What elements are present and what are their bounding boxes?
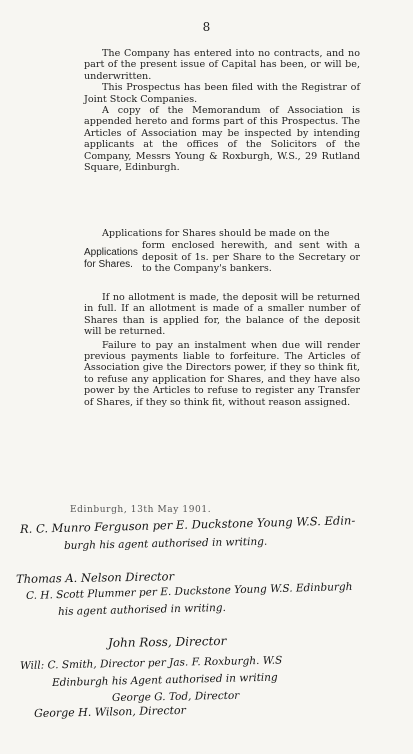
prospectus-body	[84, 48, 360, 173]
paragraph-contracts: The Company has entered into no contracts, and no part of the present issue of Capital has been, or will be, underwritten.	[84, 48, 360, 82]
signature-munro-ferguson-cont: burgh his agent authorised in writing.	[63, 535, 268, 552]
side-heading: Applications for Shares.	[84, 247, 138, 270]
paragraph-memorandum: A copy of the Memorandum of Association is appended hereto and forms part of this Prospectus. The Articles of Association may be inspected by intending applicants at the offices of the Solicitors of the Company, Messrs Young & Roxburgh, W.S., 29 Rutland Square, Edinburgh.	[84, 105, 360, 174]
signature-smith: Will: C. Smith, Director per Jas. F. Roxburgh. W.S	[19, 654, 283, 672]
applications-text: form enclosed herewith, and sent with a deposit of 1s. per Share to the Secretary or to the Company's bankers.	[142, 240, 360, 275]
signature-munro-ferguson: R. C. Munro Ferguson per E. Duckstone Young W.S. Edin-	[19, 513, 356, 536]
paragraph-registrar: This Prospectus has been filed with the Registrar of Joint Stock Companies.	[84, 82, 360, 105]
signature-scott-plummer: C. H. Scott Plummer per E. Duckstone Young W.S. Edinburgh	[25, 580, 353, 602]
signature-tod: George G. Tod, Director	[111, 689, 240, 704]
paragraph-allotment: If no allotment is made, the deposit will be returned in full. If an allotment is made of a smaller number of Shares than is applied for, the balance of the deposit will be returned.	[84, 292, 360, 338]
prospectus-closing	[84, 292, 360, 408]
signature-wilson: George H. Wilson, Director	[33, 703, 186, 720]
paragraph-forfeiture: Failure to pay an instalment when due will render previous payments liable to forfeiture. The Articles of Association give the Directors power, if they so think fit, to refuse any application for Shares, and they have also power by the Articles to refuse to register any Transfer of Shares, if they so think fit, without reason assigned.	[84, 339, 360, 408]
signature-ross: John Ross, Director	[107, 633, 227, 650]
applications-section	[84, 228, 360, 275]
signature-smith-cont: Edinburgh his Agent authorised in writing	[51, 671, 278, 689]
signature-nelson: Thomas A. Nelson Director	[15, 569, 175, 586]
dateline: Edinburgh, 13th May 1901.	[70, 505, 212, 515]
page-number: 8	[202, 20, 211, 34]
applications-lead: Applications for Shares should be made on the	[102, 228, 330, 239]
signature-scott-plummer-cont: his agent authorised in writing.	[57, 601, 227, 618]
